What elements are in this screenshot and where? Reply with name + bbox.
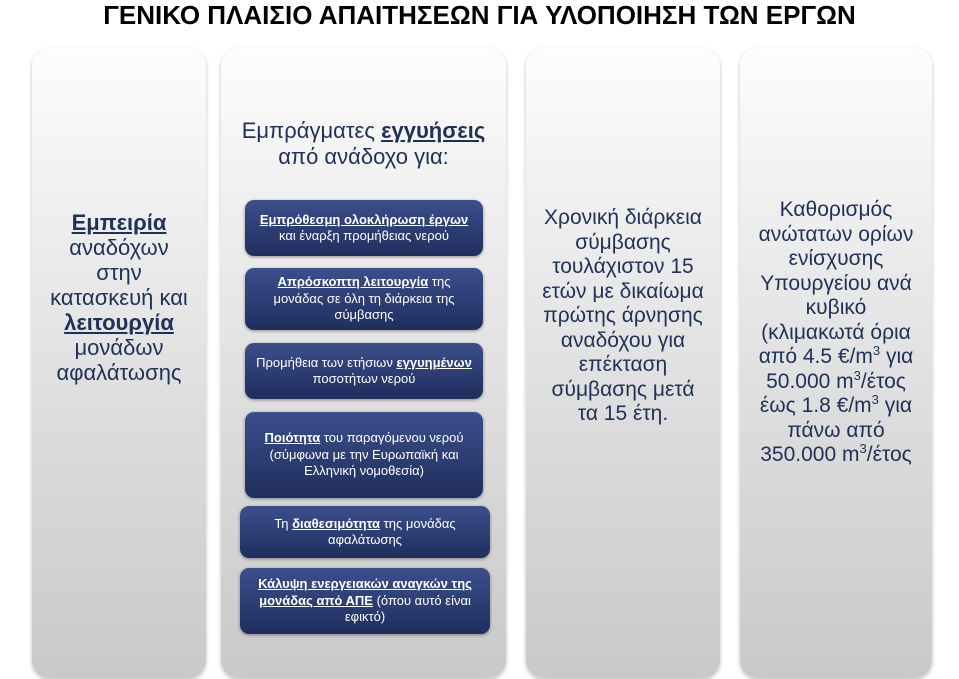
contract-line: επέκταση [578,353,668,376]
contract-line: Χρονική διάρκεια [544,206,702,229]
guarantee-keyword: Ποιότητα [264,430,321,446]
contract-line: σύμβασης μετά [551,377,695,401]
guarantees-keyword: εγγυήσεις [381,118,486,143]
operation-keyword: λειτουργία [64,310,174,335]
subsidy-line [740,367,932,395]
guarantee-text: και έναρξη προμήθειας νερού [279,228,449,243]
superscript: 3 [853,367,861,383]
superscript: 3 [872,343,881,358]
subsidy-value: /έτος [860,369,906,393]
subsidy-value: 50.000 m [766,369,854,393]
guarantee-keyword: Κάλυψη ενεργειακών αναγκών της μονάδας από ΑΠΕ [258,576,472,608]
contract-line: σύμβασης [575,230,671,254]
contract-duration-column [526,48,720,678]
guarantee-box-operation [245,268,483,330]
guarantee-text: της μονάδας σε όλη τη διάρκεια της σύμβασης [273,274,455,323]
subsidy-value: /έτος [866,443,912,466]
guarantee-text: (όπου αυτό είναι εφικτό) [344,592,471,625]
contract-line: τουλάχιστον 15 [552,255,694,278]
subsidy-line: πάνω από [787,418,885,442]
subsidy-value: έως 1.8 €/m [759,394,872,417]
guarantee-text: του παραγόμενου νερού (σύμφωνα με την Ευρωπαϊκή και Ελληνική νομοθεσία) [269,430,464,479]
subsidy-value: από 4.5 €/m [758,345,873,368]
experience-column [32,48,206,678]
guarantee-box-water-supply [245,343,483,399]
contract-duration-text [526,206,720,427]
experience-line: αναδόχων [69,235,169,260]
guarantee-text: της μονάδας αφαλάτωσης [328,515,456,547]
experience-line: αφαλάτωσης [56,360,182,385]
subsidy-value: για [880,345,914,368]
subsidy-limits-text [740,198,932,468]
superscript: 3 [859,441,867,456]
experience-keyword: Εμπειρία [71,210,167,235]
subsidy-line: κυβικό [805,296,867,319]
guarantee-keyword: εγγυημένων [396,354,472,370]
guarantee-box-availability [240,506,490,558]
subsidy-line [740,443,932,468]
guarantee-box-quality [245,412,483,498]
subsidy-value: για [878,394,913,417]
subsidy-line: Υπουργείου ανά [760,271,912,295]
superscript: 3 [871,392,879,407]
guarantee-text: Προμήθεια των ετήσιων [256,354,397,370]
contract-line: τα 15 έτη. [577,402,669,425]
contract-line: ετών με δικαίωμα [542,279,704,303]
guarantee-text: ποσοτήτων νερού [312,371,416,386]
experience-line: μονάδων [74,335,164,360]
subsidy-line [740,394,932,419]
subsidy-line: Καθορισμός [779,198,893,221]
page-title: ΓΕΝΙΚΟ ΠΛΑΙΣΙΟ ΑΠΑΙΤΗΣΕΩΝ ΓΙΑ ΥΛΟΠΟΙΗΣΗ ΤΩΝ ΕΡΓΩΝ [103,0,856,30]
guarantees-heading-text: Εμπράγματες [241,118,382,143]
guarantee-keyword: διαθεσιμότητα [292,515,381,531]
guarantee-text: Τη [274,515,293,531]
subsidy-line: (κλιμακωτά όρια [761,320,911,344]
guarantee-keyword: Απρόσκοπτη λειτουργία [277,274,429,290]
guarantee-keyword: Εμπρόθεσμη ολοκλήρωση έργων [259,211,469,227]
experience-line: στην [96,260,142,285]
guarantee-box-renewable-energy [240,568,490,634]
subsidy-line: ανώτατων ορίων [758,222,914,246]
guarantees-heading [221,118,506,170]
subsidy-limits-column [740,48,932,678]
experience-line: κατασκευή και [50,285,188,310]
guarantee-box-timely-completion [245,200,483,256]
experience-text [32,210,206,385]
contract-line: αναδόχου για [560,328,686,352]
guarantees-heading-sub: από ανάδοχο για: [278,144,449,169]
subsidy-value: 350.000 m [760,443,860,466]
subsidy-line: ενίσχυσης [788,247,884,270]
subsidy-line [740,345,932,370]
contract-line: πρώτης άρνησης [543,304,703,327]
